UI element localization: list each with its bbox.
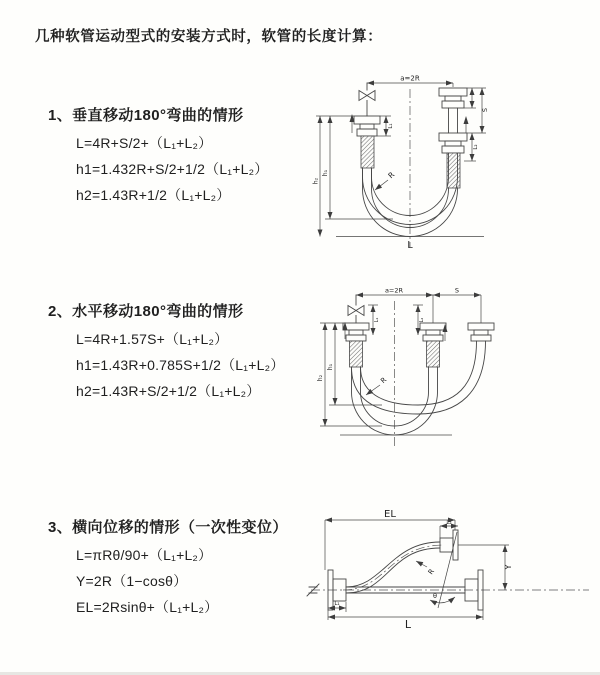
formula-line: L=4R+S/2+（L₁+L₂） [76,135,213,151]
dim-label-l2: L₂ [419,317,425,323]
dim-label-h2: h₂ [317,374,324,382]
section-lateral-displacement [48,516,288,615]
formula-line: L=4R+1.57S+（L₁+L₂） [76,331,229,347]
dim-label-r: R [379,375,389,386]
valve-icon [359,83,375,116]
section-horizontal-180 [48,300,284,399]
formula-line: h2=1.43R+S/2+1/2（L₁+L₂） [76,383,261,399]
section-vertical-180 [48,104,268,203]
hose-u-bend [352,341,486,435]
dim-label-a2r: a=2R [384,286,404,295]
diagram-labels [334,509,513,631]
dimension-lines [316,83,486,237]
dim-label-y: Y [504,564,513,570]
hose-fittings [343,323,494,367]
dimension-lines [320,295,481,435]
hose-fittings [354,88,467,188]
formula-line: EL=2Rsinθ+（L₁+L₂） [76,599,219,615]
dim-label-l2: L₂ [446,520,452,526]
dim-label-r: R [426,567,437,577]
section-3-heading: 3、横向位移的情形（一次性变位） [48,519,288,536]
centerlines [307,545,589,596]
diagram-vertical-180-drawing [308,73,503,251]
dim-label-h1: h₁ [322,169,329,177]
hose-fittings [328,530,483,610]
diagram-horizontal-180-drawing [312,283,527,455]
dim-label-l: L [407,240,413,251]
section-1-heading: 1、垂直移动180°弯曲的情形 [48,107,244,124]
dim-label-l1: L₁ [334,601,340,607]
diagram-lateral-displacement-drawing [305,505,595,673]
formula-line: Y=2R（1−cosθ） [76,573,188,589]
dim-label-l1: L₁ [388,123,394,129]
section-2-heading: 2、水平移动180°弯曲的情形 [48,303,244,320]
dim-label-l2: L₂ [473,144,479,150]
dim-label-a2r: a=2R [400,74,420,83]
dim-label-s: S [481,107,489,113]
dim-label-l: L [404,618,412,631]
dim-label-h2: h₂ [312,177,320,185]
dim-label-s: S [454,286,460,295]
dim-label-h1: h₁ [327,363,334,371]
formula-line: h1=1.432R+S/2+1/2（L₁+L₂） [76,161,269,177]
dim-label-l1: L₁ [374,317,380,323]
dim-label-theta: θ [433,592,437,600]
hose-body [346,542,465,593]
formula-line: h1=1.43R+0.785S+1/2（L₁+L₂） [76,357,285,373]
page-title: 几种软管运动型式的安装方式时，软管的长度计算： [35,29,383,45]
formula-line: h2=1.43R+1/2（L₁+L₂） [76,187,231,203]
dim-label-r: R [386,170,397,181]
formula-line: L=πRθ/90+（L₁+L₂） [76,547,213,563]
valve-icon [348,295,364,323]
dim-label-el: EL [384,509,396,520]
